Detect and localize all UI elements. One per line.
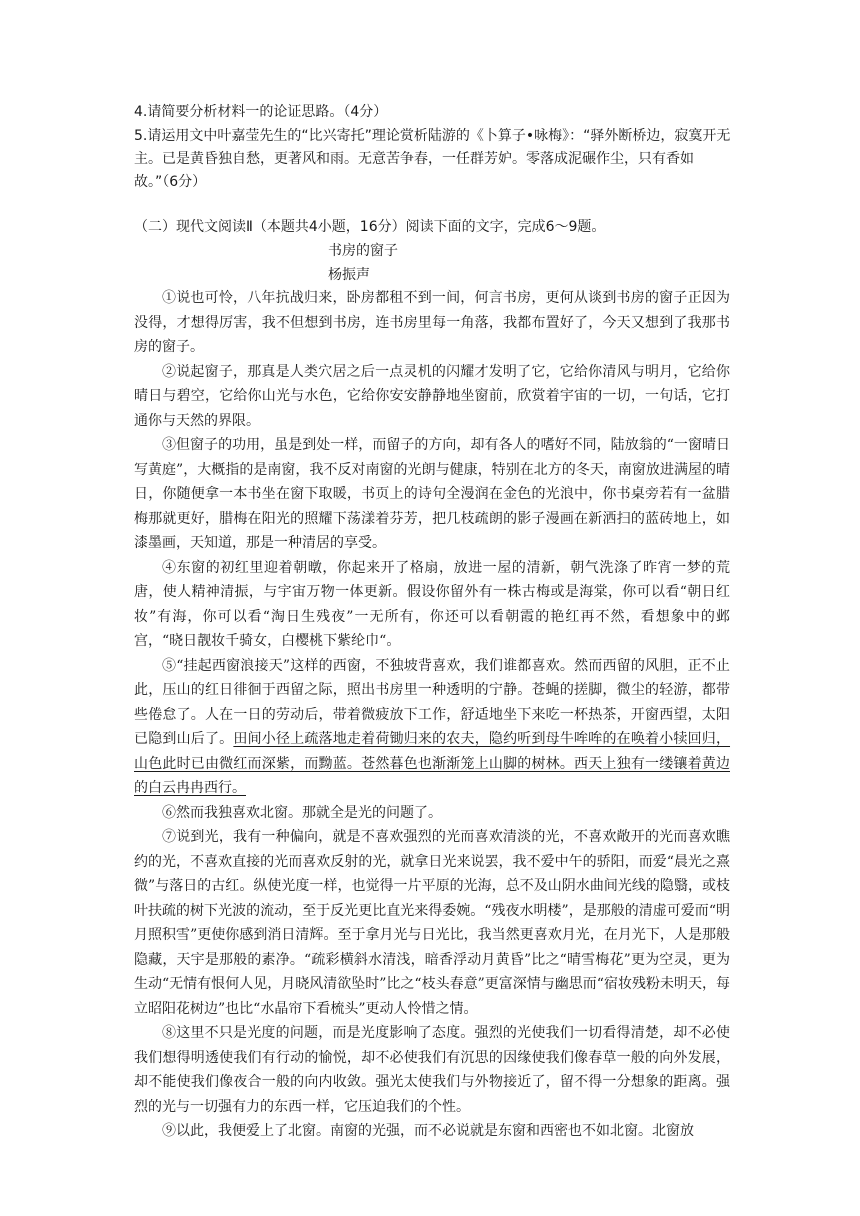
article-author: 杨振声 [328,267,370,283]
paragraph-1: ①说也可怜，八年抗战归来，卧房都租不到一间，何言书房，更何从谈到书房的窗子正因为没得，才想得厉害，我不但想到书房，连书房里每一角落，我都布置好了，今天又想到了我那书房的窗子。 [134,290,730,355]
question-5: 5.请运用文中叶嘉莹先生的“比兴寄托”理论赏析陆游的《卜算子•咏梅》：“驿外断桥边，寂寞开无主。已是黄昏独自愁，更著风和雨。无意苦争春，一任群芳妒。零落成泥碾作尘，只有香如故。”（6分） [134,128,731,190]
paragraph-2: ②说起窗子，那真是人类穴居之后一点灵机的闪耀才发明了它，它给你清风与明月，它给你晴日与碧空，它给你山光与水色，它给你安安静静地坐窗前，欣赏着宇宙的一切，一句话，它打通你与天然的界限。 [134,363,730,429]
paragraph-3: ③但窗子的功用，虽是到处一样，而留子的方向，却有各人的嗜好不同，陆放翁的“一窗晴日写黄庭”，大概指的是南窗，我不反对南窗的光朗与健康，特别在北方的冬天，南窗放进满屋的晴日，你随便拿一本书坐在窗下取暖，书页上的诗句全漫润在金色的光浪中，你书桌旁若有一盆腊梅那就更好，腊梅在阳光的照耀下荡漾着芬芳，把几枝疏朗的影子漫画在新洒扫的蓝砖地上，如漆墨画，天知道，那是一种清居的享受。 [134,437,730,551]
article-title: 书房的窗子 [328,243,398,259]
paragraph-5-text: ⑤“挂起西窗浪接天”这样的西窗，不独坡背喜欢，我们谁都喜欢。然而西留的风胆，正不止此，压山的红日徘徊于西留之际，照出书房里一种透明的宁静。苍蝇的搓脚，微尘的轻游，都带些倦怠了。人在一日的劳动后，带着微疲放下工作，舒适地坐下来吃一杯热茶，开窗西望，太阳已隐到山后了。 [134,657,730,747]
article-body [134,286,730,1144]
paragraph-4: ④东窗的初红里迎着朝暾，你起来开了格扇，放进一屋的清新，朝气洗涤了昨宵一梦的荒唐，使人精神清振，与宇宙万物一体更新。假设你留外有一株古梅或是海棠，你可以看“朝日红妆”有海，你可以看“淘日生残夜”一无所有，你还可以看朝霞的艳红再不然，看想象中的邺宫，“晓日靓妆千骑女，白樱桃下紫纶巾“。 [134,559,730,649]
paragraph-5 [134,654,730,801]
underlined-passage: 田间小径上疏落地走着荷锄归来的农夫，隐约听到母牛哞哞的在唤着小犊回归，山色此时已由微红而深紫，而黝蓝。苍然暮色也渐渐笼上山脚的树林。西天上独有一缕镶着黄边的白云冉冉西行。 [134,731,731,796]
paragraph-6: ⑥然而我独喜欢北窗。那就全是光的问题了。 [162,804,442,821]
paragraph-8: ⑧这里不只是光度的问题，而是光度影响了态度。强烈的光使我们一切看得清楚，却不必使我们想得明透使我们有行动的愉悦，却不必使我们有沉思的因缘使我们像春草一般的向外发展，却不能使我们像夜合一般的向内收敛。强光太使我们与外物接近了，留不得一分想象的距离。强烈的光与一切强有力的东西一样，它压迫我们的个性。 [134,1025,730,1115]
question-4: 4.请简要分析材料一的论证思路。（4分） [134,104,388,120]
paragraph-7: ⑦说到光，我有一种偏向，就是不喜欢强烈的光而喜欢清淡的光，不喜欢敞开的光而喜欢瞧约的光，不喜欢直接的光而喜欢反射的光，就拿日光来说罢，我不爱中午的骄阳，而爱“晨光之熹微”与落日的古红。纵使光度一样，也觉得一片平原的光海，总不及山阴水曲间光线的隐翳，或枝叶扶疏的树下光波的流动，至于反光更比直光来得委婉。“残夜水明楼”，是那般的清虚可爱而“明月照积雪”更使你感到消日清辉。至于拿月光与日光比，我当然更喜欢月光，在月光下，人是那般隐藏，天宇是那般的素净。“疏彩横斜水清浅，暗香浮动月黄昏”比之“晴雪梅花”更为空灵，更为生动“无情有恨何人见，月晓风清欲坠时”比之“枝头春意”更富深情与幽思而“宿妆残粉未明天，每立昭阳花树边”也比“水晶帘下看梳头”更动人怜惜之情。 [134,829,730,1017]
paragraph-9: ⑨以此，我便爱上了北窗。南窗的光强，而不必说就是东窗和西密也不如北窗。北窗放 [162,1123,694,1139]
section-heading: （二）现代文阅读Ⅱ（本题共4小题，16分）阅读下面的文字，完成6～9题。 [134,219,606,235]
